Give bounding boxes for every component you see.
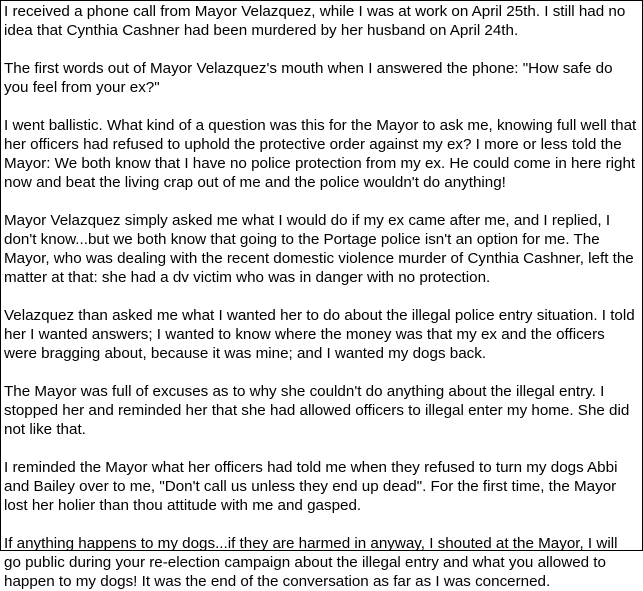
paragraph-illegal-entry-request: Velazquez than asked me what I wanted her to do about the illegal police entry situation. I told her I wanted answers; I wanted to know where the money was that my ex and the officers were bragging about, because it was mine; and I wanted my dogs back. [4, 307, 635, 362]
paragraph-went-ballistic: I went ballistic. What kind of a question was this for the Mayor to ask me, knowing full well that her officers had refused to uphold the protective order against my ex? I more or less told the Mayor: We both know that I have no police protection from my ex. He could come in here right now and beat the living crap out of me and the police wouldn't do anything! [4, 117, 637, 191]
paragraph-what-would-you-do: Mayor Velazquez simply asked me what I would do if my ex came after me, and I replied, I don't know...but we both know that going to the Portage police isn't an option for me. The Mayor, who was dealing with the recent domestic violence murder of Cynthia Cashner, left the matter at that: she had a dv victim who was in danger with no protection. [4, 212, 634, 286]
paragraph-conclusion: If anything happens to my dogs...if they are harmed in anyway, I shouted at the Mayor, I will go public during your re-election campaign about the illegal entry and what you allowed to happen to my dogs! It was the end of the conversation as far as I was concerned. [4, 535, 618, 590]
paragraph-phone-call: I received a phone call from Mayor Velazquez, while I was at work on April 25th. I still had no idea that Cynthia Cashner had been murdered by her husband on April 24th. [4, 3, 626, 39]
paragraph-dogs-reminder: I reminded the Mayor what her officers had told me when they refused to turn my dogs Abbi and Bailey over to me, "Don't call us unless they end up dead". For the first time, the Mayor lost her holier than thou attitude with me and gasped. [4, 459, 618, 514]
paragraph-excuses: The Mayor was full of excuses as to why she couldn't do anything about the illegal entry. I stopped her and reminded her that she had allowed officers to illegal enter my home. She did not like that. [4, 383, 630, 438]
paragraph-first-words: The first words out of Mayor Velazquez's mouth when I answered the phone: "How safe do you feel from your ex?" [4, 60, 613, 96]
